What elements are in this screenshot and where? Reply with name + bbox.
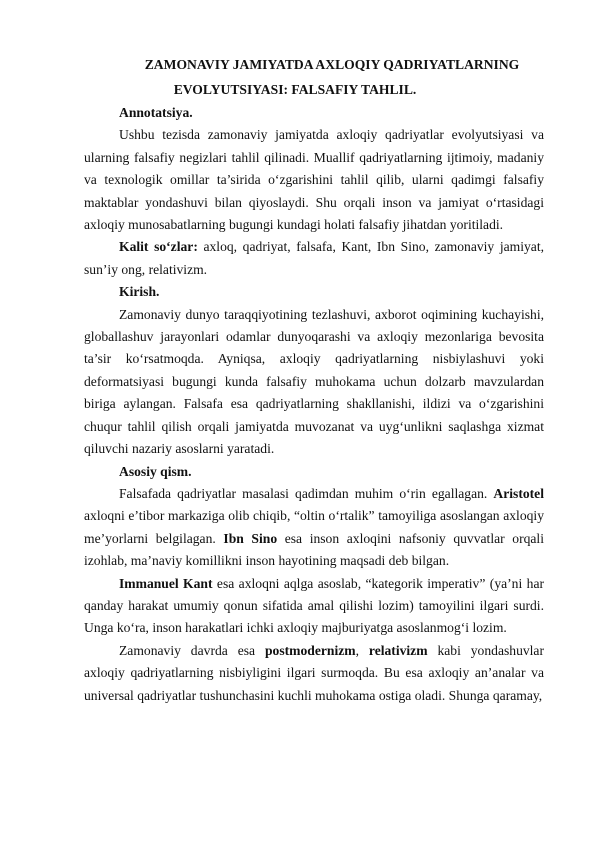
main-p1-aristotel: Aristotel [493, 485, 544, 501]
keywords-paragraph [84, 236, 544, 281]
main-paragraph-1 [84, 483, 544, 573]
main-p3-relativizm: relativizm [368, 642, 428, 658]
intro-heading: Kirish. [119, 284, 160, 300]
main-p3-separator: , [355, 642, 369, 658]
keywords-text: axloq, qadriyat, falsafa, Kant, Ibn Sino, zamonaviy jamiyat, sun’iy ong, relativizm. [84, 239, 545, 277]
main-p2-text: esa axloqni aqlga asoslab, “kategorik imperativ” (ya’ni har qanday harakat umumiy qonun sifatida amal qilishi lozim) tamoyilini ilgari surdi. Unga ko‘ra, inson harakatlari ichki axloqiy majburiyatga asoslanmog‘i lozim. [84, 575, 544, 636]
intro-text: Zamonaviy dunyo taraqqiyotining tezlashuvi, axborot oqimining kuchayishi, globallashuv jarayonlari odamlar dunyoqarashi va axloqiy mezonlariga bevosita ta’sir ko‘rsatmoqda. Ayniqsa, axloqiy qadriyatlarning nisbiylashuvi yoki deformatsiyasi bugungi kunda falsafiy muhokama uchun dolzarb mavzulardan biriga aylangan. Falsafa esa qadriyatlarning shakllanishi, ildizi va o‘zgarishini chuqur tahlil qilish orqali jamiyatda muvozanat va uyg‘unlikni saqlashga xizmat qiluvchi nazariy asoslarni yaratadi. [84, 306, 544, 457]
main-p3-postmodernizm: postmodernizm [264, 642, 356, 658]
main-p1-ibn-sino: Ibn Sino [223, 530, 278, 546]
paper-body [84, 102, 544, 707]
paper-title-line-2: EVOLYUTSIYASI: FALSAFIY TAHLIL. [173, 82, 417, 97]
main-p1-text-a: Falsafada qadriyatlar masalasi qadimdan muhim o‘rin egallagan. [119, 485, 494, 501]
main-p3-text-a: Zamonaviy davrda esa [119, 642, 265, 658]
main-paragraph-3 [84, 640, 544, 707]
annotation-text: Ushbu tezisda zamonaviy jamiyatda axloqiy qadriyatlar evolyutsiyasi va ularning falsafiy negizlari tahlil qilinadi. Muallif qadriyatlarning ijtimoiy, madaniy va texnologik omillar ta’sirida o‘zgarishini tahlil qilib, ularni qadimgi falsafiy maktablar yondashuvi bilan qiyoslaydi. Shu orqali inson va jamiyat o‘rtasidagi axloqiy munosabatlarning bugungi kundagi holati falsafiy jihatdan yoritiladi. [84, 127, 544, 233]
main-heading: Asosiy qism. [119, 463, 192, 479]
annotation-heading: Annotatsiya. [119, 105, 193, 120]
keywords-label: Kalit so‘zlar: [119, 239, 198, 255]
main-p1-text-c: axloqni e’tibor markaziga olib chiqib, “oltin o‘rtalik” tamoyiliga asoslangan axloqiy me’yorlarni belgilagan. [84, 508, 544, 546]
main-p1-text-d: esa inson axloqini nafsoniy quvvatlar orqali izohlab, ma’naviy komillikni inson hayotining maqsadi deb bilgan. [84, 530, 544, 569]
main-paragraph-2 [84, 573, 544, 640]
main-p3-text-c: kabi yondashuvlar axloqiy qadriyatlarning nisbiyligini ilgari surmoqda. Bu esa axloqiy an’analar va universal qadriyatlar tushunchasini kuchli muhokama ostiga oladi. Shunga qaramay, [84, 642, 544, 703]
main-p2-kant: Immanuel Kant [119, 575, 213, 591]
paper-title-line-1: ZAMONAVIY JAMIYATDA AXLOQIY QADRIYATLARNING [144, 57, 520, 72]
